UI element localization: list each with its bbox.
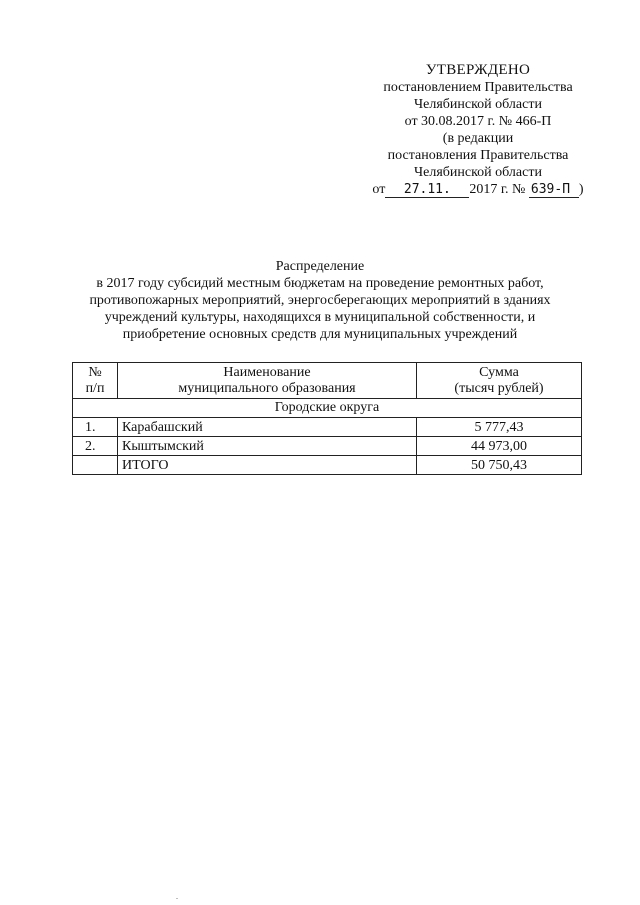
table-total-row [73,456,582,475]
row-num: 2. [73,437,118,456]
row-num: 1. [73,418,118,437]
date-prefix: от [372,182,386,197]
approval-stamp [360,62,596,198]
table-row [73,418,582,437]
header-num-line2: п/п [85,381,105,396]
group-label: Городские округа [73,399,582,418]
row-sum: 50 750,43 [417,456,582,475]
header-num-line1: № [88,365,102,380]
approval-dateline [360,181,596,198]
title-line: приобретение основных средств для муниципальных учреждений [122,327,518,342]
footer-mark: . [176,892,178,901]
table-row [73,437,582,456]
table-group-row [73,399,582,418]
table-header-row [73,363,582,399]
header-name-line2: муниципального образования [178,381,356,396]
row-sum: 44 973,00 [417,437,582,456]
header-sum-line2: (тысяч рублей) [454,381,544,396]
document-title [60,258,580,343]
header-name-line1: Наименование [223,365,311,380]
approval-line: от 30.08.2017 г. № 466-П [404,114,552,129]
row-name: Кыштымский [118,437,417,456]
approval-line: постановлением Правительства [383,80,573,95]
approval-heading: УТВЕРЖДЕНО [425,62,531,78]
header-name [118,363,417,399]
distribution-table [72,362,582,475]
approval-line: (в редакции [442,131,514,146]
row-name: Карабашский [118,418,417,437]
title-line: учреждений культуры, находящихся в муниципальной собственности, и [104,310,536,325]
title-heading: Распределение [275,259,365,274]
handwritten-number: 639-П [529,183,579,198]
title-line: противопожарных мероприятий, энергосберегающих мероприятий в зданиях [89,293,551,308]
approval-line: постановления Правительства [387,148,569,163]
header-sum-line1: Сумма [479,365,519,380]
approval-line: Челябинской области [414,165,542,180]
title-line: в 2017 году субсидий местным бюджетам на проведение ремонтных работ, [96,276,544,291]
header-sum [417,363,582,399]
date-suffix: 2017 г. № [469,182,526,197]
row-num [73,456,118,475]
approval-line: Челябинской области [414,97,542,112]
row-sum: 5 777,43 [417,418,582,437]
header-num [73,363,118,399]
handwritten-date: 27.11. [385,183,469,198]
row-name: ИТОГО [118,456,417,475]
closing-paren: ) [578,182,584,197]
